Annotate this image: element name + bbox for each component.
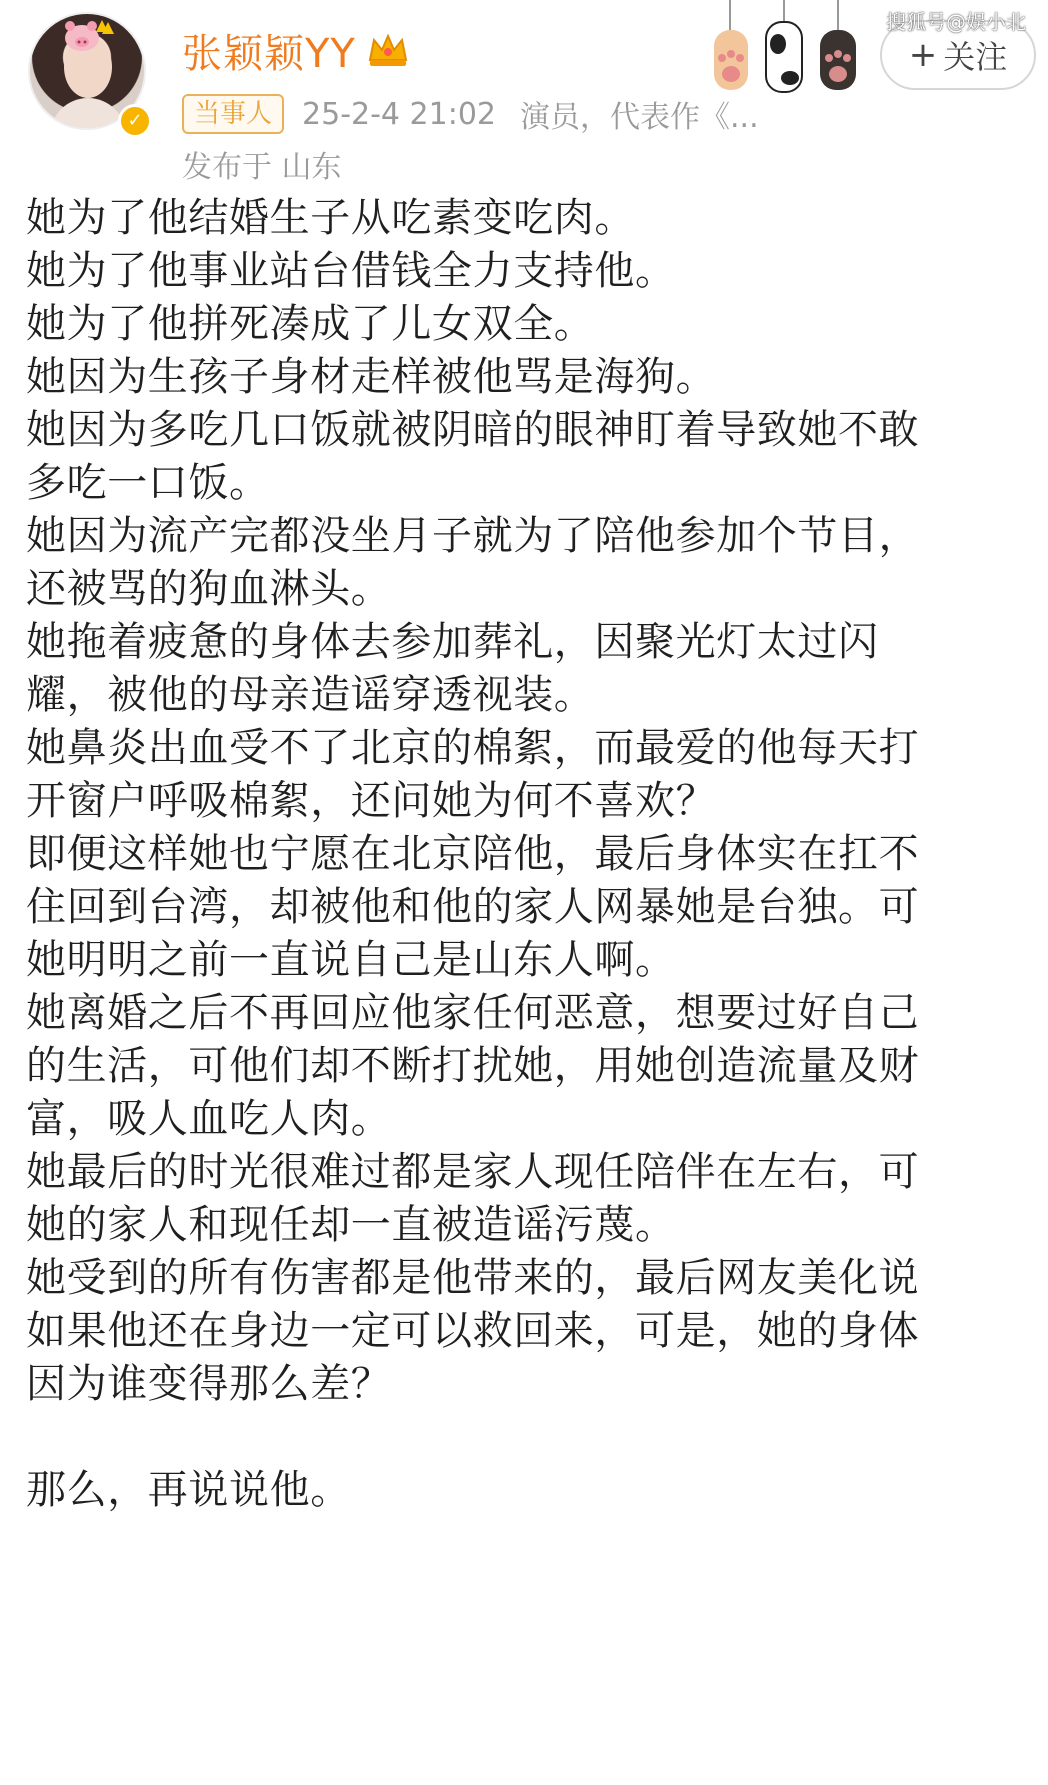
pig-decoration-icon [62, 14, 118, 54]
post-line: 她的家人和现任却一直被造谣污蔑。 [26, 1202, 676, 1248]
plus-icon: + [908, 35, 938, 75]
user-description[interactable]: 演员，代表作《... [520, 100, 759, 135]
cat-paws-decoration-icon [712, 0, 872, 96]
post-line: 她离婚之后不再回应他家任何恶意，想要过好自己 [26, 990, 920, 1036]
post-line: 她鼻炎出血受不了北京的棉絮，而最爱的他每天打 [26, 725, 920, 771]
post-closing-line: 那么，再说说他。 [26, 1467, 351, 1513]
post-line: 她受到的所有伤害都是他带来的，最后网友美化说 [26, 1255, 920, 1301]
username-row [182, 22, 410, 78]
post-header [0, 0, 1048, 185]
post-timestamp: 25-2-4 21:02 [302, 96, 497, 132]
post-line: 因为谁变得那么差？ [26, 1361, 392, 1407]
post-content [26, 192, 1026, 1517]
post-line: 多吃一口饭。 [26, 460, 270, 506]
post-line: 开窗户呼吸棉絮，还问她为何不喜欢？ [26, 778, 717, 824]
crown-icon [366, 30, 410, 70]
verified-badge-icon: ✓ [118, 104, 152, 138]
post-location: 发布于 山东 [182, 150, 342, 185]
post-line: 她因为多吃几口饭就被阴暗的眼神盯着导致她不敢 [26, 407, 920, 453]
watermark: 搜狐号@娱小北 [886, 10, 1026, 34]
post-line: 她因为生孩子身材走样被他骂是海狗。 [26, 354, 717, 400]
meta-row [182, 92, 759, 136]
post-line: 即便这样她也宁愿在北京陪他，最后身体实在扛不 [26, 831, 920, 877]
post-line: 她最后的时光很难过都是家人现任陪伴在左右，可 [26, 1149, 920, 1195]
post-line: 她明明之前一直说自己是山东人啊。 [26, 937, 676, 983]
paragraph-gap [26, 1411, 1026, 1464]
post-line: 如果他还在身边一定可以救回来，可是，她的身体 [26, 1308, 920, 1354]
post-line: 她为了他结婚生子从吃素变吃肉。 [26, 195, 635, 241]
post-line: 耀，被他的母亲造谣穿透视装。 [26, 672, 595, 718]
avatar-container[interactable] [28, 12, 146, 130]
participant-badge: 当事人 [182, 94, 284, 134]
post-line: 她为了他拼死凑成了儿女双全。 [26, 301, 595, 347]
post-line: 她因为流产完都没坐月子就为了陪他参加个节目， [26, 513, 920, 559]
username[interactable]: 张颖颖YY [182, 30, 356, 77]
post-line: 她拖着疲惫的身体去参加葬礼，因聚光灯太过闪 [26, 619, 879, 665]
post-line: 她为了他事业站台借钱全力支持他。 [26, 248, 676, 294]
post-line: 还被骂的狗血淋头。 [26, 566, 392, 612]
post-line: 的生活，可他们却不断打扰她，用她创造流量及财 [26, 1043, 920, 1089]
post-line: 富，吸人血吃人肉。 [26, 1096, 392, 1142]
avatar-body [50, 98, 126, 130]
follow-label: 关注 [943, 38, 1008, 76]
post-line: 住回到台湾，却被他和他的家人网暴她是台独。可 [26, 884, 920, 930]
